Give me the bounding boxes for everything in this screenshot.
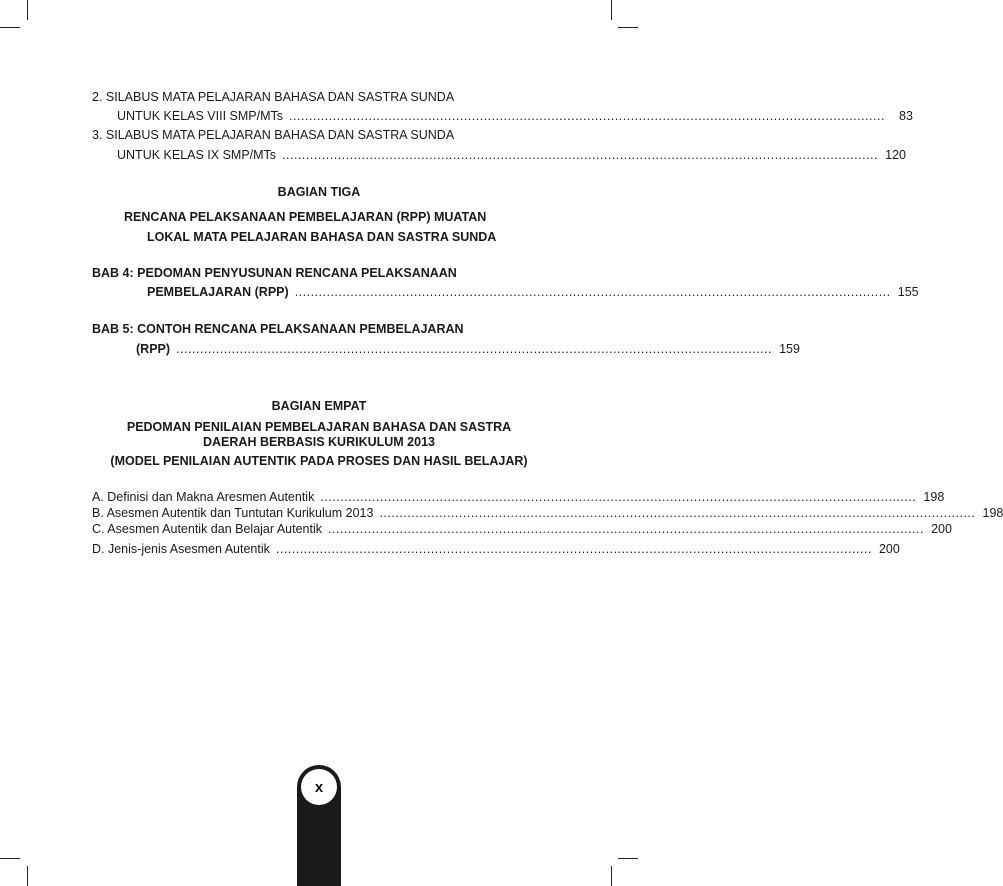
toc-silabus-2-entry[interactable] xyxy=(117,108,913,124)
section-title-line-2: LOKAL MATA PELAJARAN BAHASA DAN SASTRA SUNDA xyxy=(147,230,497,244)
toc-silabus-2-title: 2. SILABUS MATA PELAJARAN BAHASA DAN SASTRA SUNDA xyxy=(92,90,455,104)
dot-leader: ...................................................................................................................................................... xyxy=(320,490,917,504)
crop-mark-br-v xyxy=(611,866,612,886)
toc-entry-label: D. Jenis-jenis Asesmen Autentik xyxy=(92,542,270,556)
toc-item-d[interactable] xyxy=(92,541,900,557)
toc-bab4-title: BAB 4: PEDOMAN PENYUSUNAN RENCANA PELAKSANAAN xyxy=(92,266,457,280)
toc-entry-label: UNTUK KELAS VIII SMP/MTs xyxy=(117,109,284,123)
crop-mark-br-h xyxy=(618,858,638,859)
toc-item-b[interactable] xyxy=(92,505,1003,521)
crop-mark-tl-v xyxy=(27,0,28,20)
toc-entry-label: B. Asesmen Autentik dan Tuntutan Kurikulum 2013 xyxy=(92,506,374,520)
toc-page-number: 200 xyxy=(931,522,952,536)
toc-entry-label: UNTUK KELAS IX SMP/MTs xyxy=(117,148,277,162)
toc-bab5-title: BAB 5: CONTOH RENCANA PELAKSANAAN PEMBELAJARAN xyxy=(92,322,464,336)
toc-entry-label: C. Asesmen Autentik dan Belajar Autentik xyxy=(92,522,322,536)
section-heading-bagian-empat: BAGIAN EMPAT xyxy=(271,399,367,413)
toc-page-number: 198 xyxy=(982,506,1003,520)
section-title-line-2: DAERAH BERBASIS KURIKULUM 2013 xyxy=(203,435,435,449)
section-title-line-1: RENCANA PELAKSANAAN PEMBELAJARAN (RPP) MUATAN xyxy=(124,210,487,224)
dot-leader: ...................................................................................................................................................... xyxy=(282,148,878,162)
crop-mark-bl-h xyxy=(0,858,20,859)
dot-leader: ...................................................................................................................................................... xyxy=(289,109,885,123)
page-number: x xyxy=(301,769,337,805)
toc-bab5-entry[interactable] xyxy=(136,341,800,357)
toc-entry-label: (RPP) xyxy=(136,342,171,356)
toc-item-a[interactable] xyxy=(92,489,945,505)
toc-entry-label: A. Definisi dan Makna Aresmen Autentik xyxy=(92,490,315,504)
crop-mark-tr-v xyxy=(611,0,612,20)
toc-page-number: 159 xyxy=(779,342,800,356)
toc-page-number: 120 xyxy=(885,148,906,162)
dot-leader: ...................................................................................................................................................... xyxy=(275,542,872,556)
toc-page-number: 200 xyxy=(878,542,900,556)
section-heading-bagian-tiga: BAGIAN TIGA xyxy=(277,185,361,199)
toc-page-number: 198 xyxy=(923,490,945,504)
crop-mark-tl-h xyxy=(0,27,20,28)
toc-bab4-entry[interactable] xyxy=(147,284,919,300)
toc-silabus-3-entry[interactable] xyxy=(117,147,906,163)
dot-leader: ...................................................................................................................................................... xyxy=(294,285,891,299)
toc-page-number: 83 xyxy=(899,109,913,123)
dot-leader: ...................................................................................................................................................... xyxy=(176,342,772,356)
toc-item-c[interactable] xyxy=(92,521,952,537)
section-title-line-1: PEDOMAN PENILAIAN PEMBELAJARAN BAHASA DAN SASTRA xyxy=(126,420,512,434)
dot-leader: ...................................................................................................................................................... xyxy=(379,506,976,520)
crop-mark-tr-h xyxy=(618,27,638,28)
crop-mark-bl-v xyxy=(27,866,28,886)
toc-page-number: 155 xyxy=(897,285,919,299)
toc-silabus-3-title: 3. SILABUS MATA PELAJARAN BAHASA DAN SASTRA SUNDA xyxy=(92,128,455,142)
section-title-line-3: (MODEL PENILAIAN AUTENTIK PADA PROSES DAN HASIL BELAJAR) xyxy=(110,454,528,468)
toc-entry-label: PEMBELAJARAN (RPP) xyxy=(147,285,289,299)
dot-leader: ...................................................................................................................................................... xyxy=(328,522,924,536)
